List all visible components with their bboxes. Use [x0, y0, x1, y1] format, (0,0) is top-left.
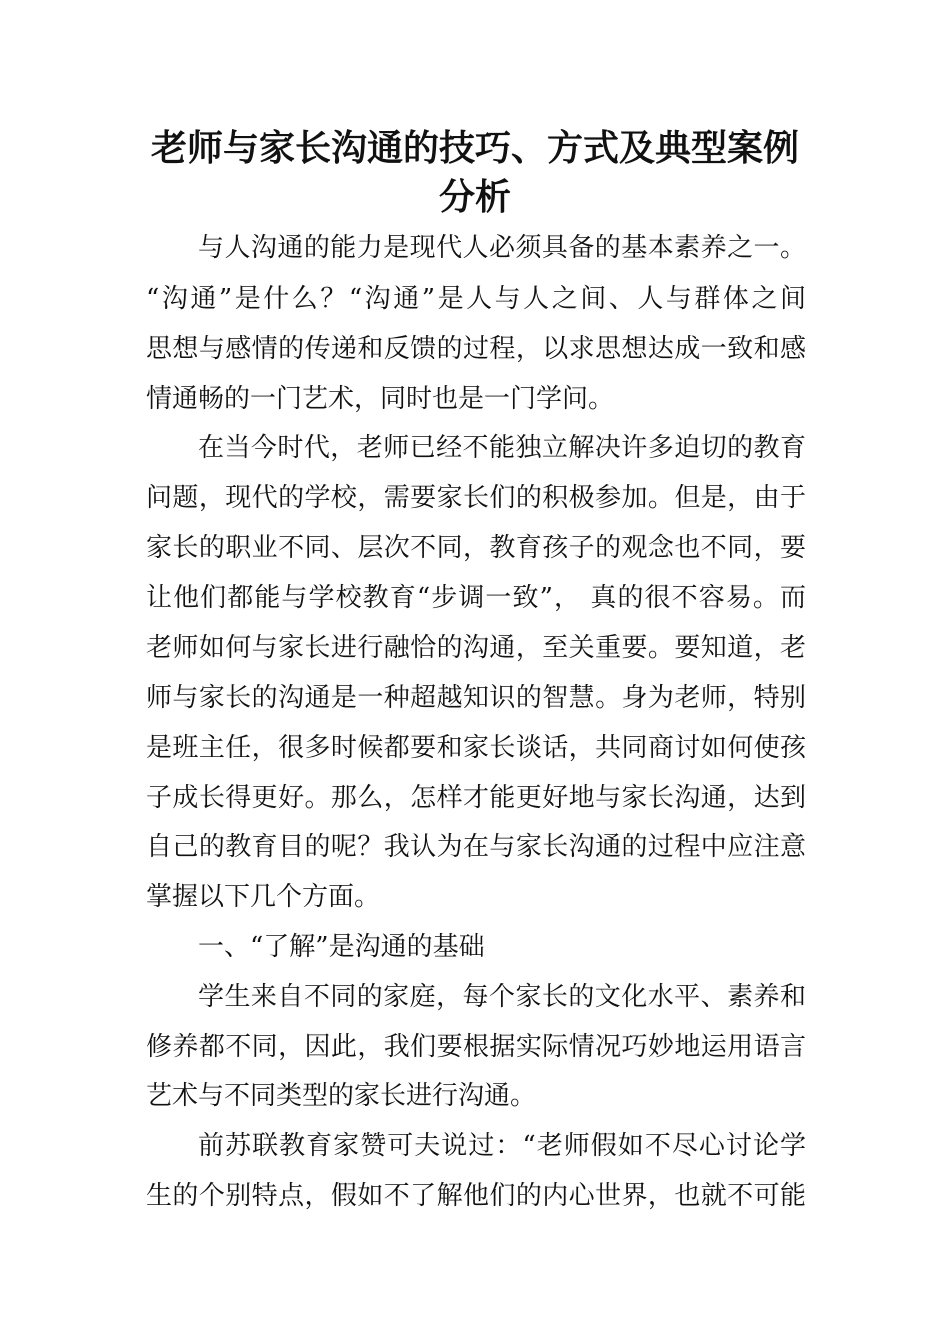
text-line-13: 自己的教育目的呢？我认为在与家长沟通的过程中应注意 — [146, 832, 806, 862]
text-line-6: 问题，现代的学校，需要家长们的积极参加。但是，由于 — [146, 483, 806, 513]
text-line-14: 掌握以下几个方面。 — [146, 882, 381, 912]
text-line-2: “沟通”是什么？“沟通”是人与人之间、人与群体之间 — [146, 284, 806, 314]
text-line-17: 修养都不同，因此，我们要根据实际情况巧妙地运用语言 — [146, 1032, 806, 1062]
section-heading: 一、“了解”是沟通的基础 — [198, 932, 485, 962]
text-line-7: 家长的职业不同、层次不同，教育孩子的观念也不同，要 — [146, 533, 806, 563]
text-line-20: 生的个别特点，假如不了解他们的内心世界，也就不可能 — [146, 1181, 806, 1211]
text-line-18: 艺术与不同类型的家长进行沟通。 — [146, 1081, 537, 1111]
text-line-4: 情通畅的一门艺术，同时也是一门学问。 — [146, 384, 615, 414]
text-line-11: 是班主任，很多时候都要和家长谈话，共同商讨如何使孩 — [146, 733, 806, 763]
document-title-line-1: 老师与家长沟通的技巧、方式及典型案例 — [150, 128, 799, 169]
text-line-8: 让他们都能与学校教育“步调一致”， 真的很不容易。而 — [146, 583, 806, 613]
text-line-5: 在当今时代，老师已经不能独立解决许多迫切的教育 — [198, 433, 806, 463]
text-line-10: 师与家长的沟通是一种超越知识的智慧。身为老师，特别 — [146, 683, 806, 713]
text-line-12: 子成长得更好。那么，怎样才能更好地与家长沟通，达到 — [146, 783, 806, 813]
document-title-line-2: 分析 — [438, 177, 511, 218]
text-line-9: 老师如何与家长进行融恰的沟通，至关重要。要知道，老 — [146, 633, 806, 663]
text-line-16: 学生来自不同的家庭，每个家长的文化水平、素养和 — [198, 982, 806, 1012]
text-line-1: 与人沟通的能力是现代人必须具备的基本素养之一。 — [198, 233, 806, 263]
text-line-3: 思想与感情的传递和反馈的过程，以求思想达成一致和感 — [146, 334, 806, 364]
text-line-19: 前苏联教育家赞可夫说过：“老师假如不尽心讨论学 — [198, 1131, 806, 1161]
